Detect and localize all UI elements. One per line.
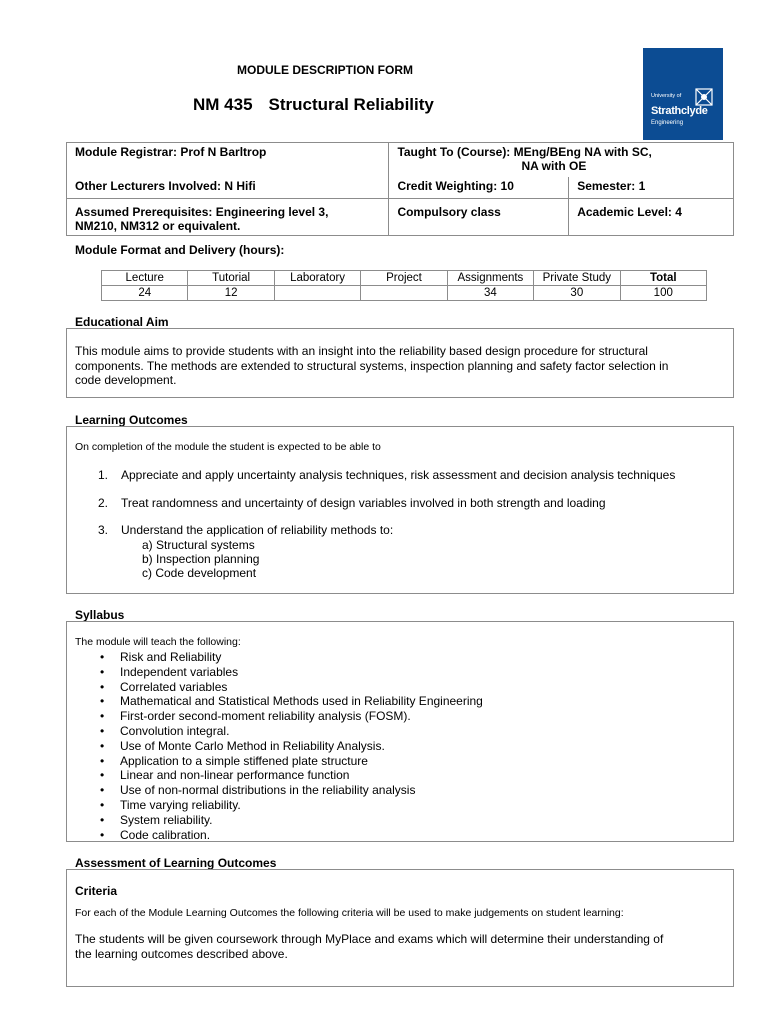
syllabus-list [75, 650, 725, 842]
academic-level: Academic Level: 4 [577, 205, 682, 219]
credit-weighting: Credit Weighting: 10 [397, 178, 514, 193]
outcomes-intro: On completion of the module the student is expected to be able to [75, 441, 381, 453]
registrar: Module Registrar: Prof N Barltrop [75, 145, 267, 159]
outcomes-heading: Learning Outcomes [75, 413, 188, 427]
hours-value [361, 286, 447, 301]
hours-value: 12 [188, 286, 274, 301]
module-title [193, 95, 434, 115]
item-number: 2. [98, 495, 109, 510]
list-item: • Mathematical and Statistical Methods used in Reliability Engineering [75, 694, 725, 709]
other-lecturers-cell [67, 177, 389, 199]
criteria-heading: Criteria [75, 884, 118, 898]
credit-cell [389, 177, 569, 199]
assessment-text [75, 932, 663, 961]
sublist-item: a) Structural systems [142, 537, 255, 552]
outcomes-box [66, 426, 734, 594]
logo-line1: University of [651, 93, 682, 99]
hours-value: 100 [620, 286, 706, 301]
prerequisites-line2: NM210, NM312 or equivalent. [75, 219, 241, 233]
aim-line: code development. [75, 373, 177, 388]
academic-level-cell [569, 199, 734, 236]
semester: Semester: 1 [577, 178, 646, 193]
list-item: • Convolution integral. [75, 724, 725, 739]
university-logo [643, 48, 723, 140]
list-item: • Use of Monte Carlo Method in Reliability Analysis. [75, 739, 725, 754]
sublist-item: b) Inspection planning [142, 551, 260, 566]
list-item: • Linear and non-linear performance function [75, 768, 725, 783]
prerequisites-cell [67, 199, 389, 236]
list-item: • Time varying reliability. [75, 798, 725, 813]
list-item: • Application to a simple stiffened plate structure [75, 754, 725, 769]
hours-label: Project [361, 271, 447, 286]
crest-icon [695, 88, 713, 106]
item-number: 1. [98, 468, 109, 482]
logo-line3: Engineering [651, 120, 684, 126]
hours-value: 24 [102, 286, 188, 301]
outcomes-sublist [121, 538, 725, 580]
aim-heading: Educational Aim [75, 315, 169, 329]
assessment-line: The students will be given coursework through MyPlace and exams which will determine their understanding of [75, 932, 664, 946]
other-lecturers: Other Lecturers Involved: N Hifi [75, 178, 256, 193]
aim-line: components. The methods are extended to structural systems, inspection planning and safety factor selection in [75, 358, 669, 373]
logo-line2: Strathclyde [651, 105, 708, 117]
aim-box [66, 328, 734, 398]
hours-value [274, 286, 360, 301]
list-item: • First-order second-moment reliability analysis (FOSM). [75, 709, 725, 724]
item-text: Treat randomness and uncertainty of design variables involved in both strength and loading [121, 495, 606, 510]
list-item: • Independent variables [75, 665, 725, 680]
assessment-line: the learning outcomes described above. [75, 946, 288, 961]
registrar-cell [67, 143, 389, 177]
item-text: Understand the application of reliability methods to: [121, 523, 394, 537]
prerequisites-line1: Assumed Prerequisites: Engineering level 3, [75, 205, 329, 219]
hours-label: Tutorial [188, 271, 274, 286]
item-text: Appreciate and apply uncertainty analysis techniques, risk assessment and decision analysis techniques [121, 468, 676, 482]
list-item [75, 523, 725, 580]
module-name: Structural Reliability [268, 95, 434, 114]
compulsory: Compulsory class [397, 205, 501, 219]
sublist-item: c) Code development [142, 565, 257, 580]
aim-text [75, 344, 668, 388]
assessment-box [66, 869, 734, 987]
form-title: MODULE DESCRIPTION FORM [237, 63, 413, 77]
list-item: • Code calibration. [75, 828, 725, 843]
delivery-heading: Module Format and Delivery (hours): [75, 243, 285, 257]
hours-value: 34 [447, 286, 533, 301]
hours-value: 30 [534, 286, 620, 301]
list-item [75, 496, 725, 511]
taught-to-line1: Taught To (Course): MEng/BEng NA with SC, [397, 145, 652, 159]
module-info-table [66, 142, 734, 236]
list-item [75, 468, 725, 483]
item-number: 3. [98, 523, 109, 537]
syllabus-heading: Syllabus [75, 608, 125, 622]
syllabus-intro: The module will teach the following: [75, 636, 241, 648]
criteria-intro: For each of the Module Learning Outcomes the following criteria will be used to make judgements on student learning: [75, 907, 624, 919]
hours-labels-row [102, 271, 707, 286]
semester-cell [569, 177, 734, 199]
hours-label: Assignments [447, 271, 533, 286]
hours-label: Lecture [102, 271, 188, 286]
hours-label: Private Study [534, 271, 620, 286]
list-item: • Use of non-normal distributions in the reliability analysis [75, 783, 725, 798]
list-item: • System reliability. [75, 813, 725, 828]
hours-label: Laboratory [274, 271, 360, 286]
hours-label: Total [620, 271, 706, 286]
aim-line: This module aims to provide students with an insight into the reliability based design procedure for structural [75, 344, 648, 358]
module-code: NM 435 [193, 95, 253, 114]
compulsory-cell [389, 199, 569, 236]
list-item: • Correlated variables [75, 680, 725, 695]
taught-to-line2: NA with OE [521, 159, 587, 173]
delivery-hours-table [101, 270, 707, 301]
syllabus-box [66, 621, 734, 842]
list-item: • Risk and Reliability [75, 650, 725, 665]
outcomes-list [75, 468, 725, 580]
hours-values-row [102, 286, 707, 301]
taught-to-cell [389, 143, 734, 177]
assessment-heading: Assessment of Learning Outcomes [75, 856, 277, 870]
